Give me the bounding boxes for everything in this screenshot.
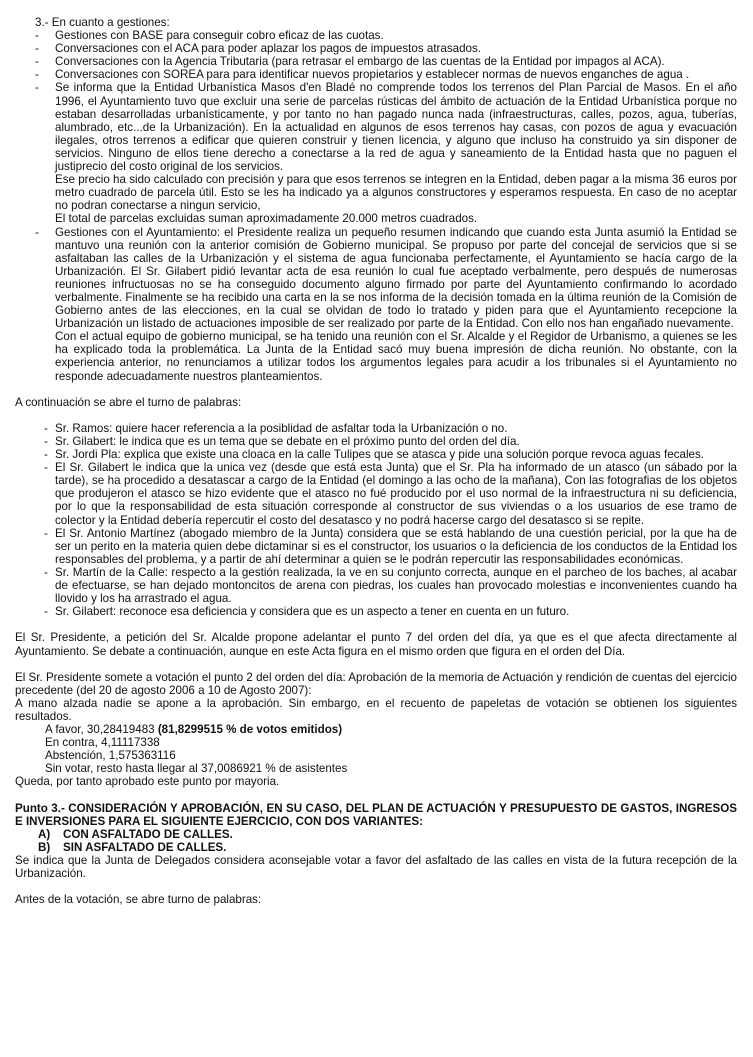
dash-bullet-icon: - <box>35 225 39 239</box>
paragraph: El total de parcelas excluidas suman aproximadamente 20.000 metros cuadrados. <box>55 212 478 226</box>
list-item <box>15 226 737 383</box>
resultado-en-contra: En contra, 4,11117338 <box>45 736 160 750</box>
list-item: - Sr. Ramos: quiere hacer referencia a la posiblidad de asfaltar toda la Urbanización o no. <box>44 421 508 435</box>
list-item: - Gestiones con BASE para conseguir cobro eficaz de las cuotas. <box>35 29 384 43</box>
punto3-nota: Se indica que la Junta de Delegados considera aconsejable votar a favor del asfaltado de las calles en vista de la futura recepción de la Urbanización. <box>15 854 737 881</box>
resultado-sin-votar: Sin votar, resto hasta llegar al 37,0086921 % de asistentes <box>45 762 348 776</box>
dash-bullet-icon: - <box>35 68 39 82</box>
list-item: - Sr. Gilabert: le indica que es un tema que se debate en el próximo punto del orden del día. <box>44 435 520 448</box>
variant-a: A) CON ASFALTADO DE CALLES. <box>38 827 233 841</box>
variant-b: B) SIN ASFALTADO DE CALLES. <box>38 840 227 854</box>
list-item: - El Sr. Gilabert le indica que la unica vez (desde que está esta Junta) que el Sr. Pla ha informado de un atasco (un sábado por la tarde), se ha procedido a desatascar a cargo de la Entidad (el domingo a las ocho de la mañana), Con las fotografias de los objetos que produjeron el atasco se hizo evidente que el atasco no fué producido por el uso normal de la infraestructura ni su deficiencia, por lo que la responsabilidad de esta situación corresponde al constructor de sus viviendas o a los usuarios de ese tramo de colector y la Entidad debería repercutir el costo del desatasco y no podrá hacerse cargo del desatasco si se repite. <box>44 461 737 527</box>
dash-bullet-icon: - <box>44 461 48 475</box>
paragraph: Con el actual equipo de gobierno municipal, se ha tenido una reunión con el Sr. Alcalde y el Regidor de Urbanismo, a quienes se les ha explicado toda la problemática. La Junta de la Entidad sacó muy buena impresión de dicha reunión. No obstante, con la experiencia anterior, no renunciamos a utilizar todos los argumentos legales para acudir a los tribunales si el Ayuntamiento no responde adecuadamente nuestros planteamientos. <box>55 330 737 383</box>
resultado-a-favor: A favor, 30,28419483 (81,8299515 % de votos emitidos) <box>45 723 343 737</box>
dash-bullet-icon: - <box>35 55 39 69</box>
turno-list <box>15 422 737 618</box>
list-item: - Sr. Jordi Pla: explica que existe una cloaca en la calle Tulipes que se atasca y pide una solución porque revoca aguas fecales. <box>44 448 705 462</box>
list-item: - Conversaciones con la Agencia Tributaria (para retrasar el embargo de las cuentas de la Entidad por impagos al ACA). <box>35 55 665 69</box>
dash-bullet-icon: - <box>44 421 48 435</box>
list-item: - Conversaciones con SOREA para para identificar nuevos propietarios y establecer normas de nuevos enganches de agua . <box>35 68 690 82</box>
votacion-intro: El Sr. Presidente somete a votación el punto 2 del orden del día: Aprobación de la memoria de Actuación y rendición de cuentas del ejercicio precedente (del 20 de agosto 2006 a 10 de Agosto 2007): <box>15 670 737 697</box>
antes-votacion: Antes de la votación, se abre turno de palabras: <box>15 893 262 907</box>
gestiones-list <box>15 29 737 383</box>
list-item <box>15 81 737 225</box>
list-item: - Conversaciones con el ACA para poder aplazar los pagos de impuestos atrasados. <box>35 42 482 56</box>
paragraph: Se informa que la Entidad Urbanística Masos d'en Bladé no comprende todos los terrenos del Plan Parcial de Masos. En el año 1996, el Ayuntamiento tuvo que excluir una serie de parcelas rústicas del ámbito de actuación de la Entidad Urbanística porque no estaban desarrolladas urbanísticamente, y por tanto no han pagado nunca nada (infraestructuras, calles, pozos, agua, tuberías, alumbrado, etc...de la Urbanización). En la actualidad en algunos de esos terrenos hay casas, con pozos de agua y evacuación ilegales, otros terrenos a edificar que quieren construir y tienen licencia, y alguno que incluso ha construido ya sin disponer de servicios. Ninguno de ellos tiene derecho a conectarse a la red de agua y saneamiento de la Entidad hasta que no paguen el justiprecio del costo original de los servicios. <box>55 81 737 174</box>
section-heading: 3.- En cuanto a gestiones: <box>35 16 170 29</box>
dash-bullet-icon: - <box>44 526 48 540</box>
dash-bullet-icon: - <box>44 435 48 448</box>
dash-bullet-icon: - <box>35 81 39 95</box>
list-item: - Sr. Gilabert: reconoce esa deficiencia y considera que es un aspecto a tener en cuenta en un futuro. <box>44 605 570 619</box>
votacion-resultado: Queda, por tanto aprobado este punto por mayoria. <box>15 775 280 789</box>
dash-bullet-icon: - <box>35 42 39 56</box>
list-item: - Sr. Martín de la Calle: respecto a la gestión realizada, la ve en su conjunto correcta, aunque en el parcheo de los baches, al acabar de efectuarse, se han dejado montoncitos de arena con piedras, los cuales han provocado molestias e inconvenientes cuando ha llovido y los ha arrastrado el agua. <box>44 565 737 606</box>
punto3-heading: Punto 3.- CONSIDERACIÓN Y APROBACIÓN, EN SU CASO, DEL PLAN DE ACTUACIÓN Y PRESUPUESTO DE GASTOS, INGRESOS E INVERSIONES PARA EL SIGUIENTE EJERCICIO, CON DOS VARIANTES: <box>15 801 737 828</box>
dash-bullet-icon: - <box>44 448 48 462</box>
dash-bullet-icon: - <box>44 565 48 579</box>
paragraph: Ese precio ha sido calculado con precisión y para que esos terrenos se integren en la Entidad, deben pagar a la misma 36 euros por metro cuadrado de parcela útil. Esto se les ha indicado ya a algunos constructores y esperamos respuesta. En caso de no aceptar no podran conectarse a ningun servicio, <box>55 173 737 213</box>
votacion-mano-alzada: A mano alzada nadie se apone a la aprobación. Sin embargo, en el recuento de papeletas de votación se obtienen los siguientes resultados. <box>15 696 737 723</box>
dash-bullet-icon: - <box>44 605 48 619</box>
presidente-propuesta: El Sr. Presidente, a petición del Sr. Alcalde propone adelantar el punto 7 del orden del día, ya que es el que afecta directamente al Ayuntamiento. Se debate a continuación, aunque en este Acta figura en el mismo orden que figura en el orden del Día. <box>15 631 737 658</box>
dash-bullet-icon: - <box>35 29 39 43</box>
paragraph: Gestiones con el Ayuntamiento: el Presidente realiza un pequeño resumen indicando que cuando esta Junta asumió la Entidad se mantuvo una reunión con la anterior comisión de Gobierno municipal. Se propuso por parte del concejal de servicios que si se asfaltaban las calles de la Urbanización y el sistema de agua funcionaba perfectamente, el Ayuntamiento se hacía cargo de la Urbanización. El Sr. Gilabert pidió levantar acta de esa reunión lo cual fue aceptado verbalmente, pero después de numerosas reuniones infructuosas no se ha conseguido documento alguno firmado por parte del Ayuntamiento confirmando lo acordado verbalmente. Finalmente se ha recibido una carta en la se nos informa de la decisión tomada en la última reunión de la Comisión de Gobierno antes de las elecciones, en la cual se olvidan de todo lo tratado y piden para que el Ayuntamiento recepcione la Urbanización un listado de actuaciones imposible de ser realizado por parte de la Entidad. Con ello nos han engañado nuevamente. <box>55 225 737 331</box>
turno-intro: A continuación se abre el turno de palabras: <box>15 395 242 409</box>
list-item: - El Sr. Antonio Martínez (abogado miembro de la Junta) considera que se está hablando de una cuestión pericial, por la que ha de ser un perito en la materia quien debe dictaminar si es el constructor, los usuarios o la deficiencia de los conductos de la Entidad los responsables del problema, y a partir de ahí determinar a quien se le podrán repercutir las responsabilidades económicas. <box>44 526 737 566</box>
resultado-abstencion: Abstención, 1,575363116 <box>45 749 176 763</box>
